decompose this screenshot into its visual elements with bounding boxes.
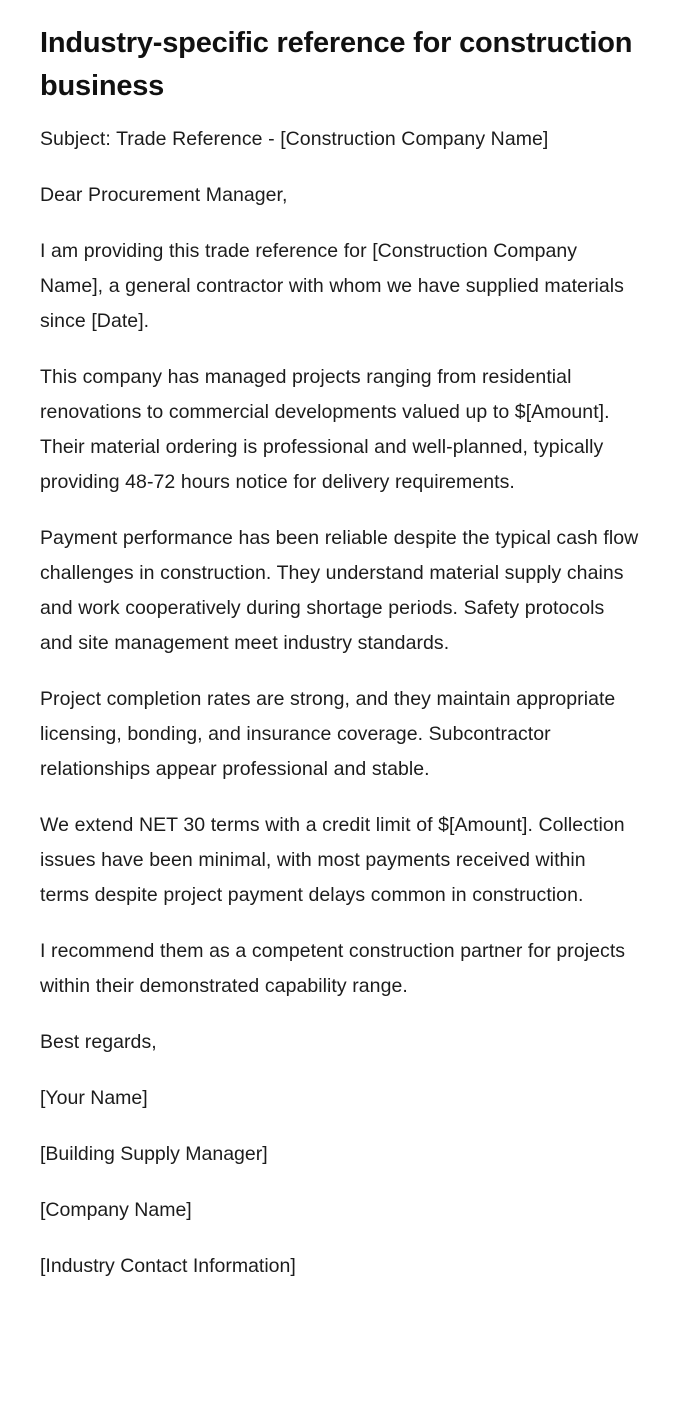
signature-company: [Company Name] bbox=[40, 1199, 192, 1221]
page-title: Industry-specific reference for construction business bbox=[40, 27, 633, 102]
signature-contact: [Industry Contact Information] bbox=[40, 1255, 296, 1277]
signature-name: [Your Name] bbox=[40, 1087, 148, 1109]
closing: Best regards, bbox=[40, 1031, 157, 1053]
body-paragraph-2: This company has managed projects ranging from residential renovations to commercial developments valued up to $[Amount]. Their material ordering is professional and well-planned, typically providing 48-72 hours notice for delivery requirements. bbox=[40, 366, 610, 493]
body-paragraph-1: I am providing this trade reference for [Construction Company Name], a general contractor with whom we have supplied materials since [Date]. bbox=[40, 240, 624, 332]
body-paragraph-5: We extend NET 30 terms with a credit limit of $[Amount]. Collection issues have been minimal, with most payments received within terms despite project payment delays common in construction. bbox=[40, 814, 625, 906]
letter-body bbox=[40, 122, 640, 1284]
salutation: Dear Procurement Manager, bbox=[40, 184, 288, 206]
body-paragraph-6: I recommend them as a competent construction partner for projects within their demonstrated capability range. bbox=[40, 940, 626, 997]
signature-role: [Building Supply Manager] bbox=[40, 1143, 268, 1165]
body-paragraph-4: Project completion rates are strong, and they maintain appropriate licensing, bonding, and insurance coverage. Subcontractor relationships appear professional and stable. bbox=[40, 688, 616, 780]
body-paragraph-3: Payment performance has been reliable despite the typical cash flow challenges in construction. They understand material supply chains and work cooperatively during shortage periods. Safety protocols and site management meet industry standards. bbox=[40, 527, 639, 654]
subject-line: Subject: Trade Reference - [Construction Company Name] bbox=[40, 128, 549, 150]
